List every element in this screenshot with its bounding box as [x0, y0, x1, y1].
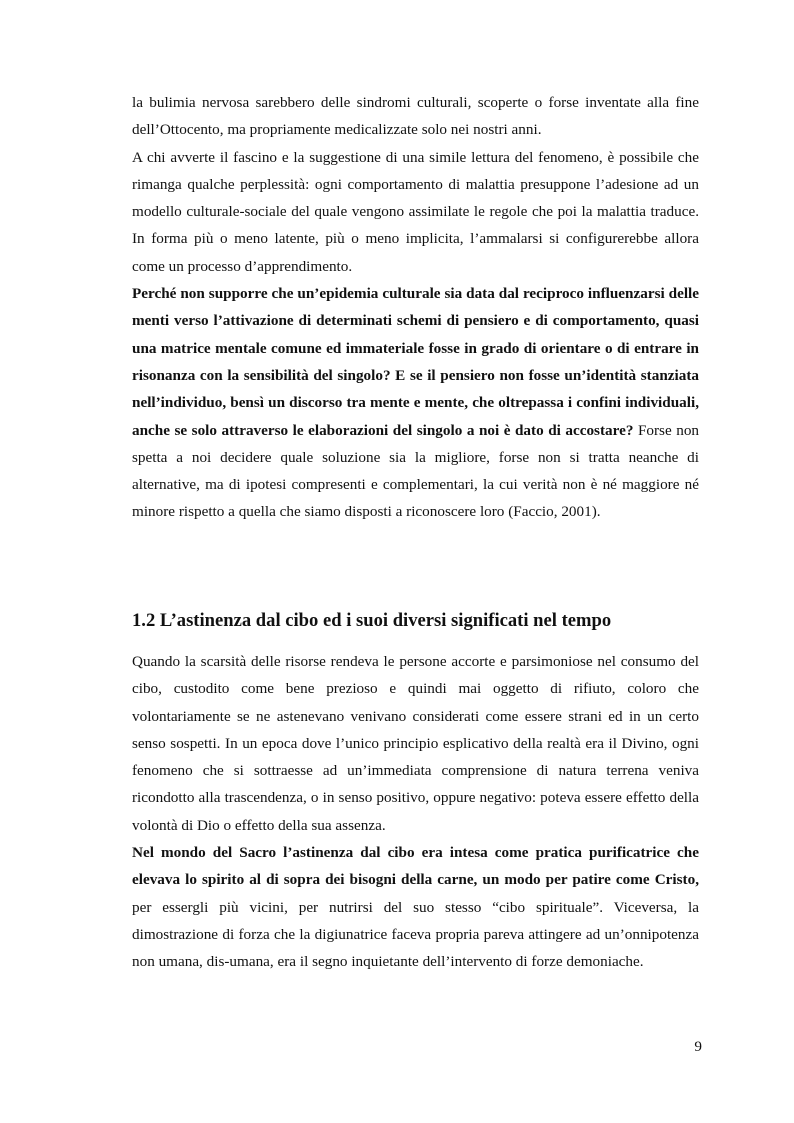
paragraph: Quando la scarsità delle risorse rendeva le persone accorte e parsimoniose nel consumo del cibo, custodito come bene prezioso e quindi mai oggetto di rifiuto, coloro che volontariamente se ne astenevano venivano considerati come essere strani ed in un certo senso sospetti. In un epoca dove l’unico principio esplicativo della realtà era il Divino, ogni fenomeno che si sottraesse ad un’immediata comprensione di natura terrena veniva ricondotto alla trascendenza, o in senso positivo, oppure negativo: poteva essere effetto della volontà di Dio o effetto della sua assenza. [132, 653, 699, 834]
paragraph: A chi avverte il fascino e la suggestione di una simile lettura del fenomeno, è possibile che rimanga qualche perplessità: ogni comportamento di malattia presuppone l’adesione ad un modello culturale-sociale del quale vengono assimilate le regole che poi la malattia traduce. In forma più o meno latente, più o meno implicita, l’ammalarsi si configurerebbe allora come un processo d’apprendimento. [132, 148, 699, 275]
page-number: 9 [694, 1038, 702, 1055]
paragraph [132, 839, 699, 975]
section-1-body [132, 89, 699, 526]
section-2-body [132, 648, 699, 976]
paragraph [132, 280, 699, 526]
bold-passage: Nel mondo del Sacro l’astinenza dal cibo era intesa come pratica purificatrice che elevava lo spirito al di sopra dei bisogni della carne, un modo per patire come Cristo, [132, 844, 699, 889]
section-heading: 1.2 L’astinenza dal cibo ed i suoi diversi significati nel tempo [132, 610, 612, 631]
regular-passage: Forse non spetta a noi decidere quale soluzione sia la migliore, forse non si tratta neanche di alternative, ma di ipotesi compresenti e complementari, la cui verità non è né maggiore né minore rispetto a quella che siamo disposti a riconoscere loro (Faccio, 2001). [132, 421, 700, 521]
paragraph: la bulimia nervosa sarebbero delle sindromi culturali, scoperte o forse inventate alla fine dell’Ottocento, ma propriamente medicalizzate solo nei nostri anni. [132, 94, 699, 139]
regular-passage: per essergli più vicini, per nutrirsi del suo stesso “cibo spirituale”. Viceversa, la dimostrazione di forza che la digiunatrice faceva propria pareva attingere ad un’onnipotenza non umana, dis-umana, era il segno inquietante dell’intervento di forze demoniache. [132, 898, 699, 971]
bold-passage: Perché non supporre che un’epidemia culturale sia data dal reciproco influenzarsi delle menti verso l’attivazione di determinati schemi di pensiero e di comportamento, quasi una matrice mentale comune ed immateriale fosse in grado di orientare o di entrare in risonanza con la sensibilità del singolo? E se il pensiero non fosse un’identità stanziata nell’individuo, bensì un discorso tra mente e mente, che oltrepassa i confini individuali, anche se solo attraverso le elaborazioni del singolo a noi è dato di accostare? [132, 285, 699, 439]
